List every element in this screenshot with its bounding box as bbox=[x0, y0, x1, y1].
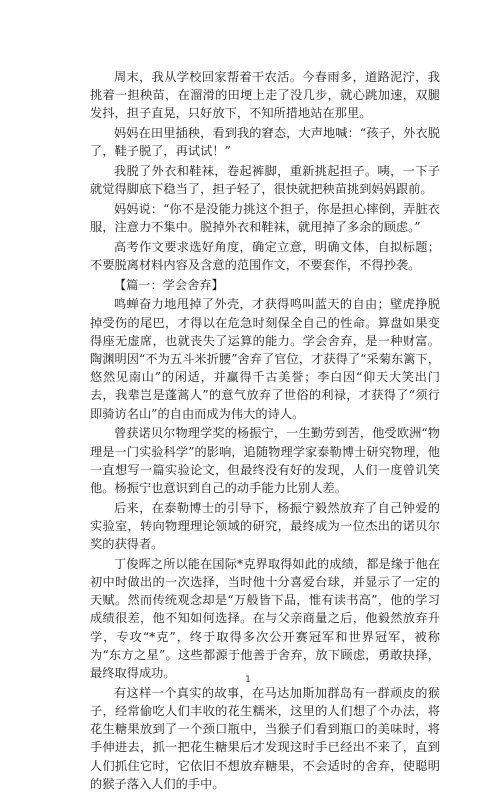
paragraph-1: 周末，我从学校回家帮着干农活。今春雨多，道路泥泞，我挑着一担秧苗，在溜滑的田埂上走了没几步，就心跳加速，双腿发抖，担子直晃，只好放下，不知所措地站在那里。 bbox=[90, 70, 440, 121]
paragraph-10: 有这样一个真实的故事，在马达加斯加群岛有一群顽皮的猴子，经常偷吃人们丰收的花生糯米，这里的人们想了个办法，将花生糖果放到了一个颈口瓶中，当猴子们看到瓶口的美味时，将手伸进去，抓一把花生糖果后才发现这时手已经出不来了，直到人们抓住它时，它依旧不想放弃糖果，不会适时的舍弃，使聪明的猴子落入人们的手中。 bbox=[90, 685, 440, 791]
paragraph-7: 曾获诺贝尔物理学奖的杨振宁，一生勤劳到苦，他受欧洲“物理是一门实验科学”的影响，追随物理学家泰勒博士研究物理，他一直想写一篇实验论文，但最终没有好的发现，人们一度曾讥笑他。杨振宁也意识到自己的动手能力比别人差。 bbox=[90, 426, 440, 495]
paragraph-3: 我脱了外衣和鞋袜，卷起裤脚，重新挑起担子。咦，一下子就觉得脚底下稳当了，担子轻了，很快就把秧苗挑到妈妈跟前。 bbox=[90, 164, 440, 197]
paragraph-9: 丁俊晖之所以能在国际*克界取得如此的成绩，都是缘于他在初中时做出的一次选择，当时他十分喜爱台球，并显示了一定的天赋。然而传统观念却是“万般皆下品，惟有读书高”，他的学习成绩很差，他不知如何选择。在与父亲商量之后，他毅然放弃升学，专攻“*克”，终于取得多次公开赛冠军和世界冠军，被称为“东方之星”。这些都源于他善于舍弃，放下顾虑，勇敢抉择，最终取得成功。 bbox=[90, 556, 440, 680]
paragraph-6: 鸣蝉奋力地甩掉了外壳，才获得鸣叫蓝天的自由；壁虎挣脱掉受伤的尾巴，才得以在危急时刻保全自己的性命。算盘如果变得座无虚席，也就丧失了运算的能力。学会舍弃，是一种财富。陶渊明因“不为五斗米折腰”舍弃了官位，才获得了“采菊东篱下，悠然见南山”的闲适，并赢得千古美誉；李白因“仰天大笑出门去，我辈岂是蓬蒿人”的意气放弃了世俗的利禄，才获得了“须行即骑访名山”的自由而成为伟大的诗人。 bbox=[90, 297, 440, 421]
paragraph-8: 后来，在泰勒博士的引导下，杨振宁毅然放弃了自己钟爱的实验室，转向物理理论领域的研究，最终成为一位杰出的诺贝尔奖的获得者。 bbox=[90, 500, 440, 552]
page-number: 1 bbox=[245, 675, 251, 685]
paragraph-4: 妈妈说：“你不是没能力挑这个担子，你是担心摔倒，弄脏衣服，注意力不集中。脱掉外衣和鞋袜，就甩掉了多余的顾虑。” bbox=[90, 201, 440, 235]
paragraph-2: 妈妈在田里插秧，看到我的窘态，大声地喊：“孩子，外衣脱了，鞋子脱了，再试试！” bbox=[90, 126, 440, 159]
paragraph-5: 高考作文要求选好角度，确定立意，明确文体，自拟标题；不要脱离材料内容及含意的范围作文，不要套作，不得抄袭。 bbox=[90, 239, 440, 273]
section-heading: 【篇一：学会舍弃】 bbox=[114, 277, 224, 292]
